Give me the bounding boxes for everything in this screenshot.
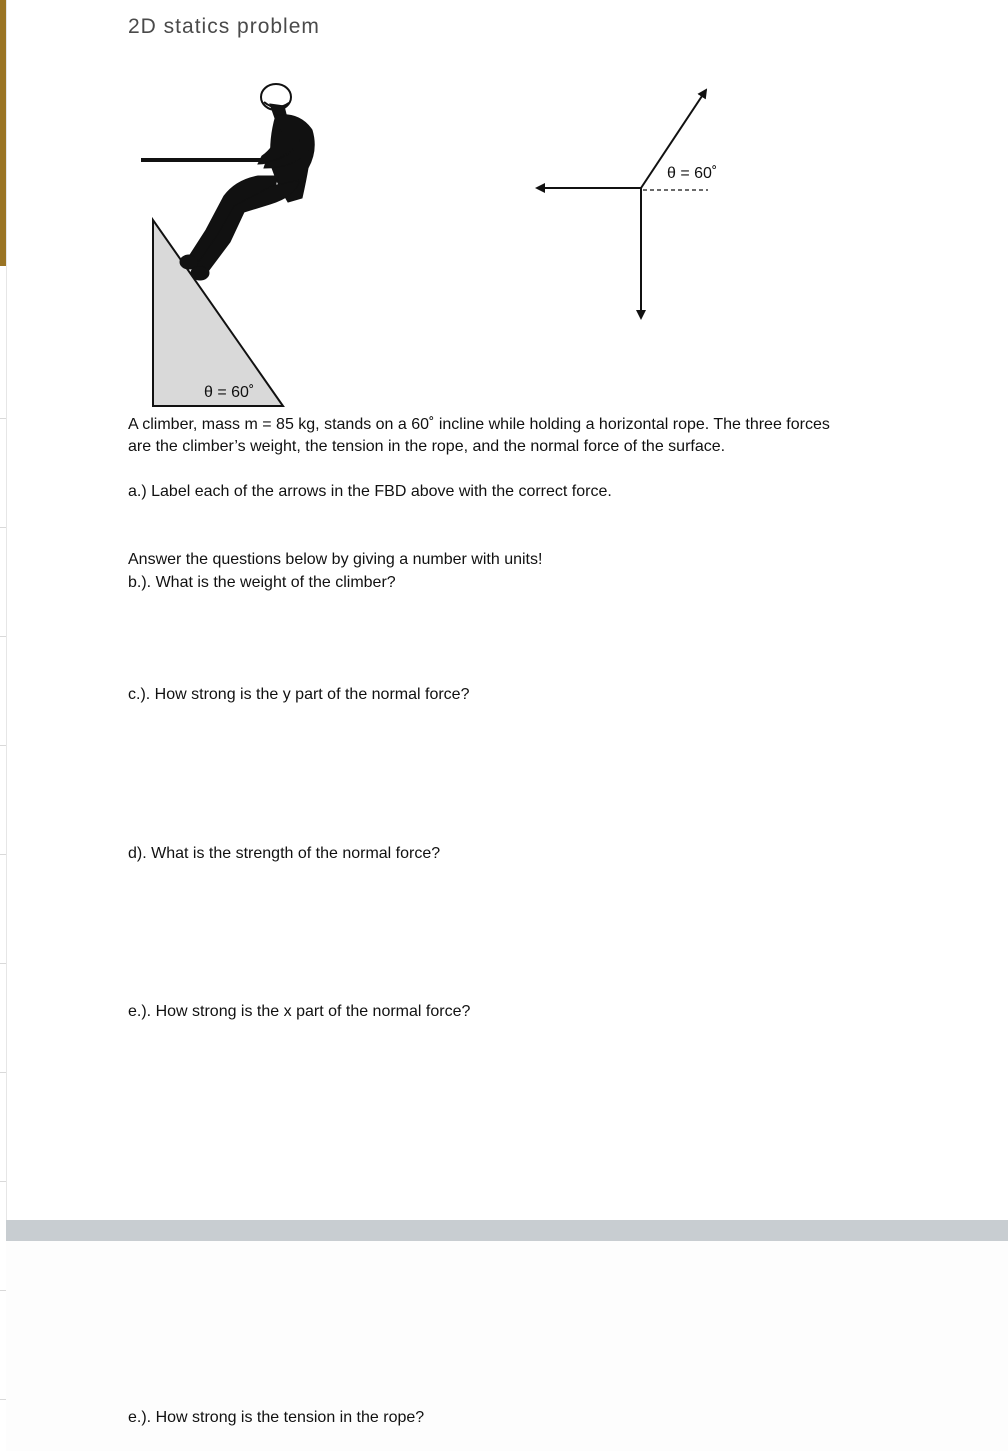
question-e-x-part: e.). How strong is the x part of the normal force? [128,1003,471,1020]
margin-tick [0,636,6,637]
question-b: b.). What is the weight of the climber? [128,574,396,591]
statics-figure [0,0,1008,420]
page-break-divider [6,1220,1008,1241]
problem-statement-line-1: A climber, mass m = 85 kg, stands on a 60˚ incline while holding a horizontal rope. The three forces [128,416,830,433]
margin-tick [0,745,6,746]
margin-tick [0,854,6,855]
question-e-tension: e.). How strong is the tension in the rope? [128,1409,425,1426]
margin-tick [0,527,6,528]
question-c: c.). How strong is the y part of the normal force? [128,686,470,703]
climber-silhouette [180,84,314,280]
problem-statement-line-2: are the climber’s weight, the tension in the rope, and the normal force of the surface. [128,438,726,455]
incline-angle-label: θ = 60˚ [204,384,255,401]
free-body-diagram [537,90,708,318]
margin-tick [0,963,6,964]
fbd-angle-label: θ = 60˚ [667,165,718,182]
margin-tick [0,1072,6,1073]
margin-tick [0,1181,6,1182]
page-title: 2D statics problem [128,15,320,38]
answer-instruction: Answer the questions below by giving a number with units! [128,551,543,568]
question-d: d). What is the strength of the normal force? [128,845,441,862]
question-a: a.) Label each of the arrows in the FBD above with the correct force. [128,483,612,500]
